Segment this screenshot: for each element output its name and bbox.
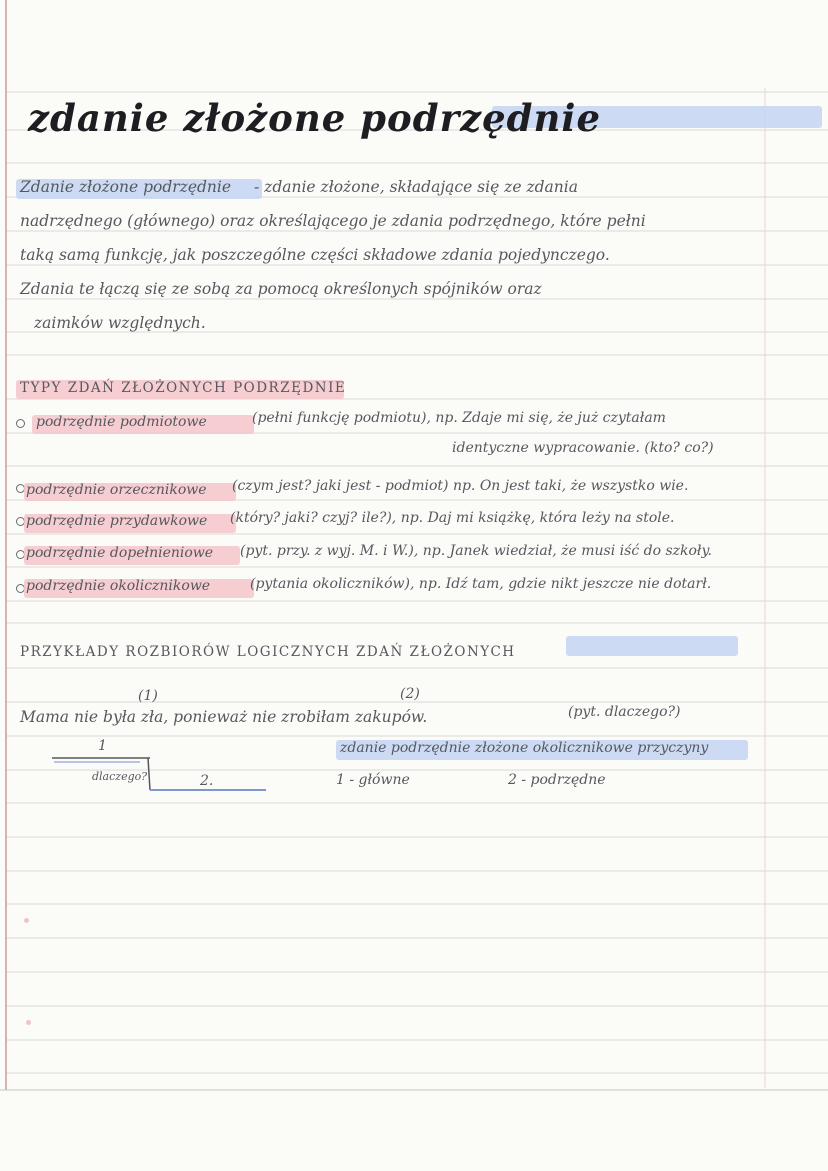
definition-line-2: nadrzędnego (głównego) oraz określającego je zdania podrzędnego, które pełni bbox=[20, 212, 646, 230]
type-3-description: (który? jaki? czyj? ile?), np. Daj mi książkę, która leży na stole. bbox=[230, 510, 675, 526]
bullet-icon bbox=[16, 419, 25, 428]
example-question: (pyt. dlaczego?) bbox=[568, 704, 681, 720]
type-4-name: podrzędnie dopełnieniowe bbox=[26, 545, 214, 561]
ink-mark bbox=[26, 1020, 31, 1025]
definition-line-5: zaimków względnych. bbox=[34, 314, 206, 332]
clause-marker-2: (2) bbox=[400, 686, 420, 702]
ink-mark bbox=[24, 918, 29, 923]
legend-main-clause: 1 - główne bbox=[336, 772, 410, 788]
definition-term: Zdanie złożone podrzędnie bbox=[20, 178, 232, 196]
type-1-name: podrzędnie podmiotowe bbox=[36, 414, 207, 430]
examples-heading-highlight bbox=[566, 636, 738, 656]
example-sentence: Mama nie była zła, ponieważ nie zrobiłam zakupów. bbox=[20, 708, 428, 726]
logical-analysis-diagram bbox=[40, 750, 280, 800]
examples-heading: PRZYKŁADY ROZBIORÓW LOGICZNYCH ZDAŃ ZŁOŻONYCH bbox=[20, 644, 516, 660]
type-2-name: podrzędnie orzecznikowe bbox=[26, 482, 207, 498]
page-title: zdanie złożone podrzędnie bbox=[28, 96, 602, 140]
link-line bbox=[148, 758, 150, 790]
type-1-continuation: identyczne wypracowanie. (kto? co?) bbox=[452, 440, 714, 456]
type-1-description: (pełni funkcję podmiotu), np. Zdaje mi się, że już czytałam bbox=[252, 410, 666, 426]
types-heading: TYPY ZDAŃ ZŁOŻONYCH PODRZĘDNIE bbox=[20, 380, 347, 396]
diagram-link-label: dlaczego? bbox=[92, 770, 148, 783]
type-5-description: (pytania okoliczników), np. Idź tam, gdzie nikt jeszcze nie dotarł. bbox=[250, 576, 712, 592]
diagram-node-2: 2. bbox=[200, 773, 214, 789]
definition-line-4: Zdania te łączą się ze sobą za pomocą określonych spójników oraz bbox=[20, 280, 542, 298]
type-3-name: podrzędnie przydawkowe bbox=[26, 513, 208, 529]
clause-marker-1: (1) bbox=[138, 688, 158, 704]
legend-subordinate-clause: 2 - podrzędne bbox=[508, 772, 606, 788]
diagram-node-1: 1 bbox=[98, 738, 107, 754]
definition-line-3: taką samą funkcję, jak poszczególne części składowe zdania pojedynczego. bbox=[20, 246, 610, 264]
type-2-description: (czym jest? jaki jest - podmiot) np. On jest taki, że wszystko wie. bbox=[232, 478, 689, 494]
definition-line-1: - zdanie złożone, składające się ze zdania bbox=[254, 178, 578, 196]
example-classification: zdanie podrzędnie złożone okolicznikowe przyczyny bbox=[340, 740, 709, 756]
type-4-description: (pyt. przy. z wyj. M. i W.), np. Janek wiedział, że musi iść do szkoły. bbox=[240, 543, 712, 559]
type-5-name: podrzędnie okolicznikowe bbox=[26, 578, 211, 594]
